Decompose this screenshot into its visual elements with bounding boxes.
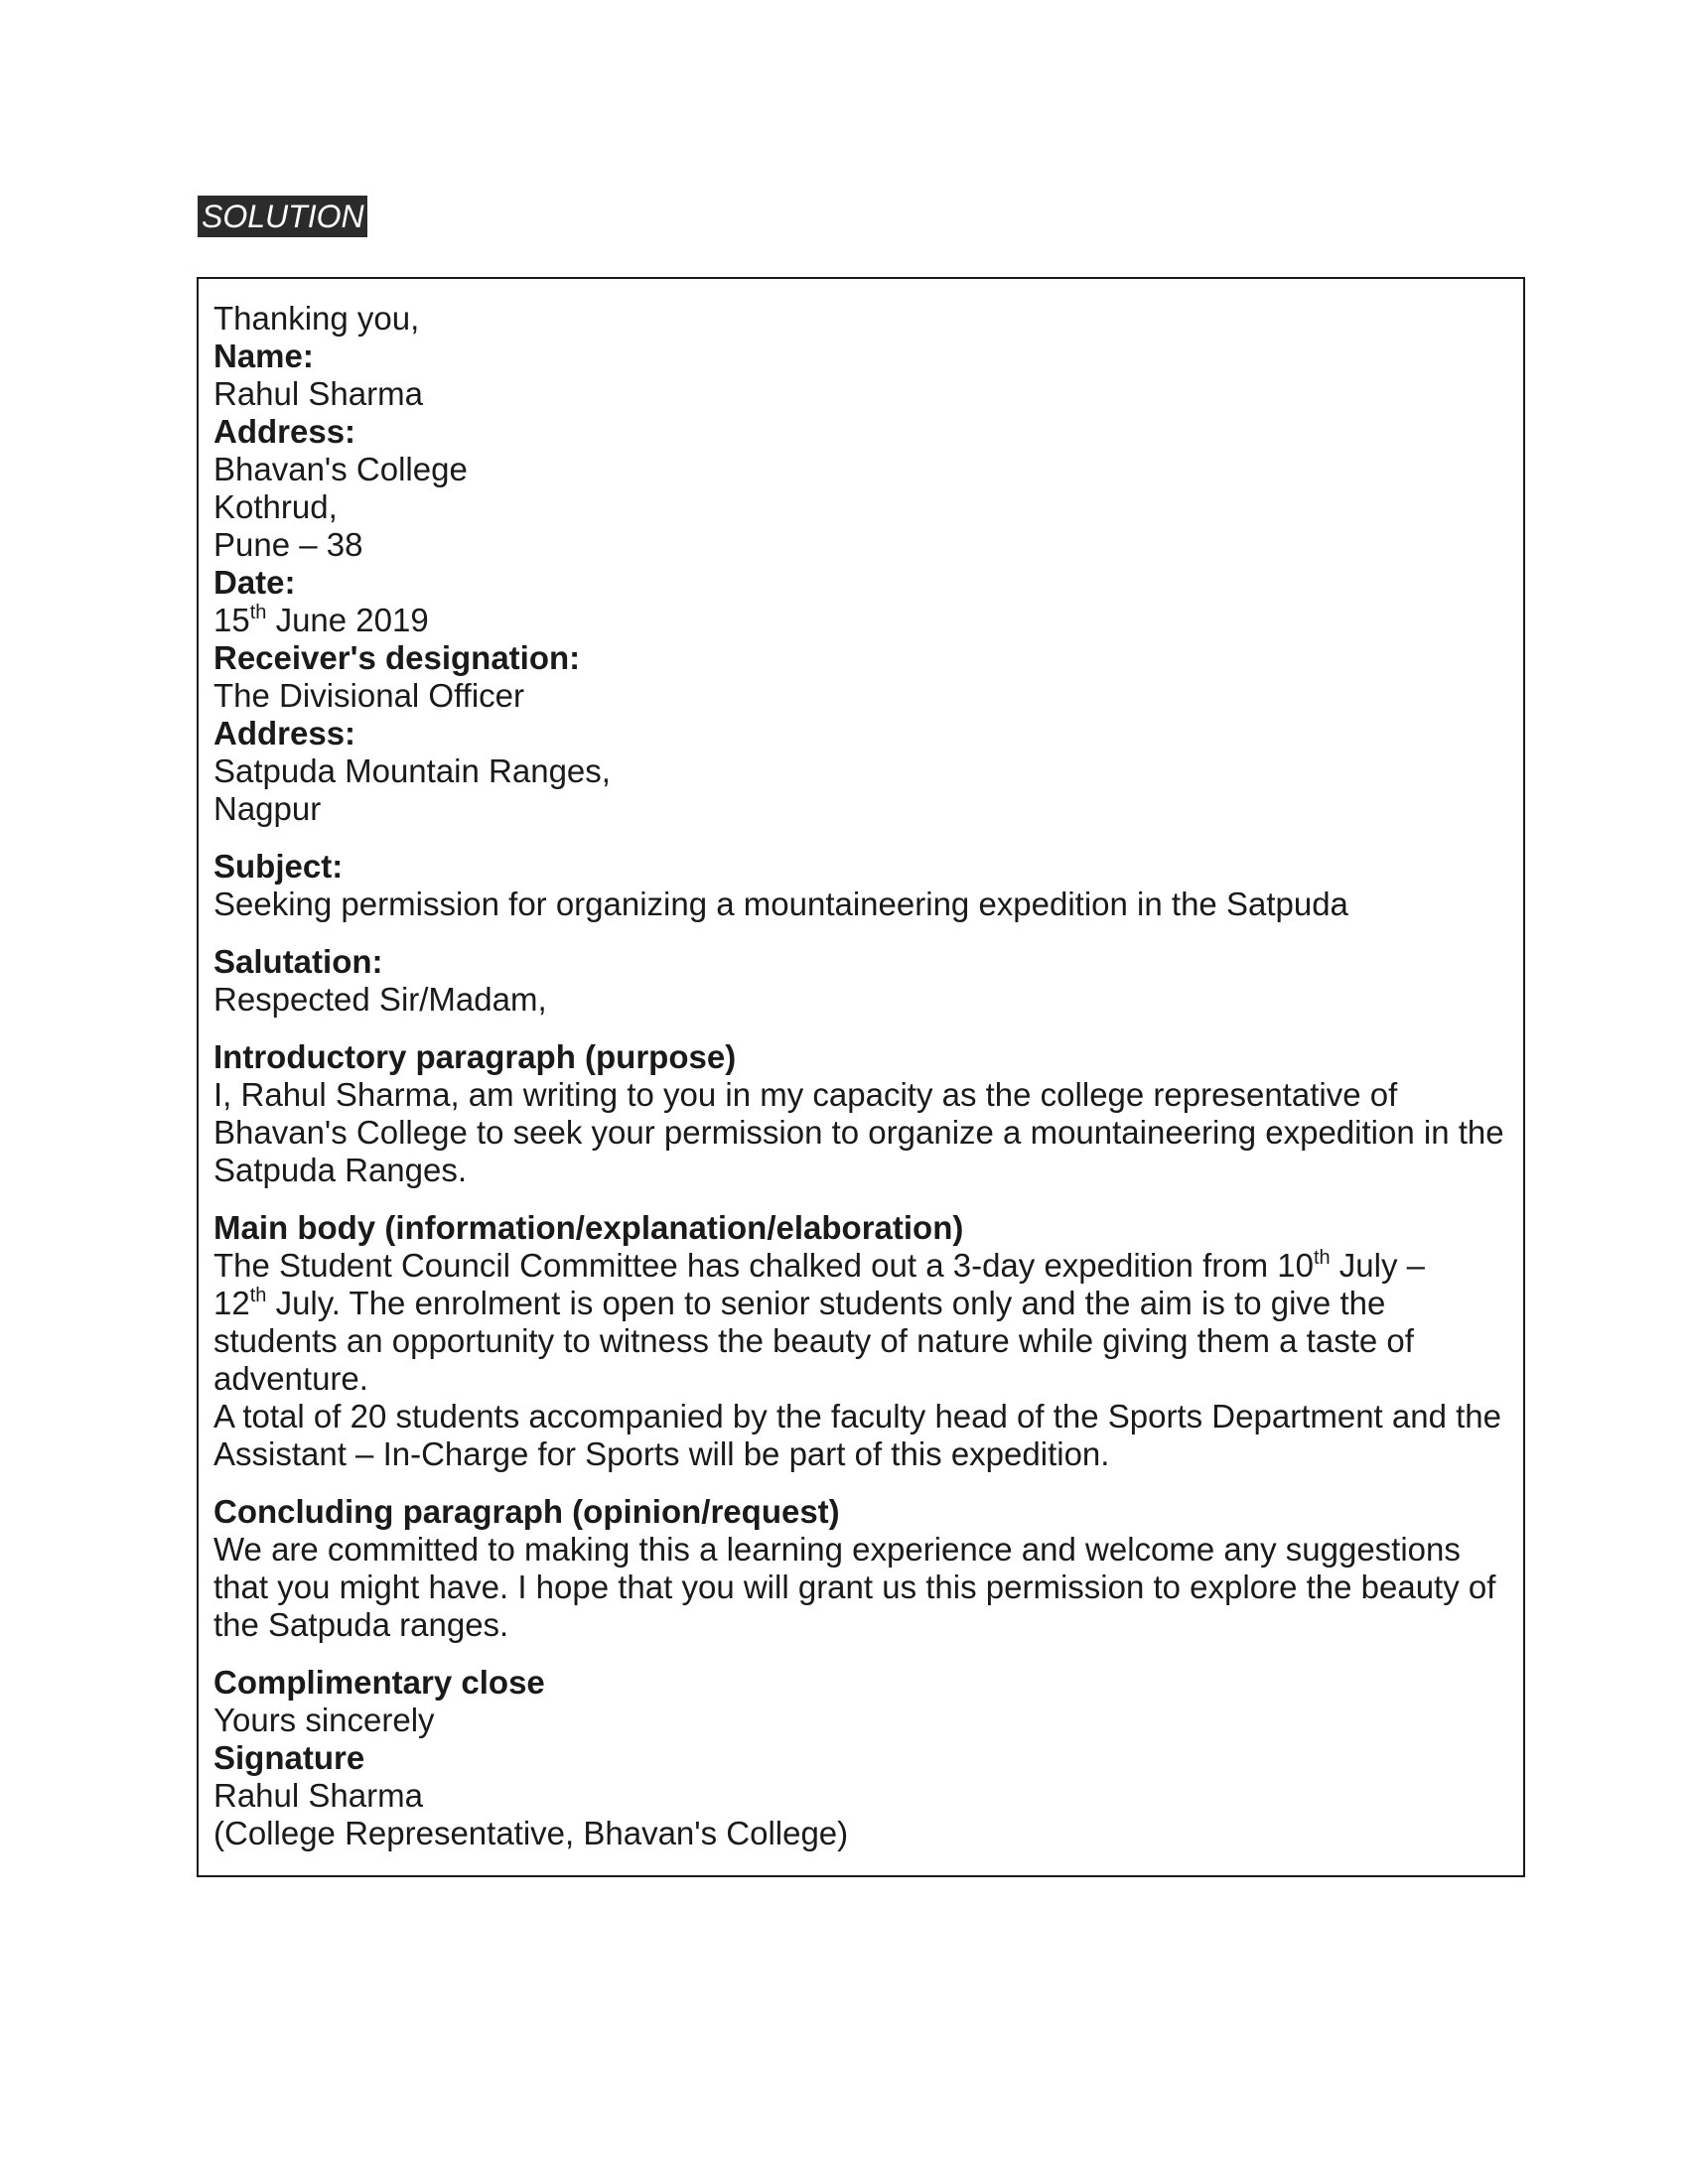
date-label: Date: [213, 564, 296, 601]
date-day: 15 [213, 602, 250, 638]
date-rest: June 2019 [266, 602, 429, 638]
date-value [213, 602, 1523, 639]
main-body-line [213, 1285, 1523, 1322]
intro-label: Introductory paragraph (purpose) [213, 1038, 737, 1075]
date-suffix: th [249, 602, 267, 623]
receiver-designation-value: The Divisional Officer [213, 677, 525, 714]
receiver-address-line: Nagpur [213, 790, 322, 827]
sender-address-line: Pune – 38 [213, 526, 363, 563]
salutation-value: Respected Sir/Madam, [213, 981, 547, 1018]
subject-value: Seeking permission for organizing a mountaineering expedition in the Satpuda [213, 886, 1348, 922]
main-line1-end: July – [1330, 1247, 1426, 1284]
signature-name: Rahul Sharma [213, 1777, 423, 1814]
main-body-label: Main body (information/explanation/elaboration) [213, 1209, 964, 1246]
intro-line: Satpuda Ranges. [213, 1152, 468, 1188]
complimentary-close-label: Complimentary close [213, 1664, 545, 1701]
salutation-label: Salutation: [213, 943, 383, 980]
signature-label: Signature [213, 1739, 365, 1776]
main-body-line: students an opportunity to witness the beauty of nature while giving them a taste of [213, 1322, 1414, 1359]
main-line2-suffix: th [249, 1285, 267, 1306]
receiver-address-line: Satpuda Mountain Ranges, [213, 752, 611, 789]
complimentary-close-value: Yours sincerely [213, 1702, 435, 1738]
concluding-line: that you might have. I hope that you will grant us this permission to explore the beauty of [213, 1569, 1496, 1605]
main-line1-suffix: th [1313, 1247, 1331, 1269]
main-body-line: A total of 20 students accompanied by the faculty head of the Sports Department and the [213, 1398, 1501, 1434]
solution-tag: SOLUTION [198, 196, 367, 237]
intro-line: Bhavan's College to seek your permission to organize a mountaineering expedition in the [213, 1114, 1504, 1151]
main-line1-text: The Student Council Committee has chalked out a 3-day expedition from 10 [213, 1247, 1314, 1284]
receiver-designation-label: Receiver's designation: [213, 639, 581, 676]
concluding-label: Concluding paragraph (opinion/request) [213, 1493, 840, 1530]
sender-address-line: Bhavan's College [213, 451, 468, 487]
signature-role: (College Representative, Bhavan's College) [213, 1815, 849, 1851]
receiver-address-label: Address: [213, 715, 356, 751]
concluding-line: We are committed to making this a learning experience and welcome any suggestions [213, 1531, 1461, 1568]
main-body-line: Assistant – In-Charge for Sports will be part of this expedition. [213, 1435, 1110, 1472]
sender-address-label: Address: [213, 413, 356, 450]
sender-address-line: Kothrud, [213, 488, 338, 525]
main-body-line: adventure. [213, 1360, 368, 1397]
name-value: Rahul Sharma [213, 375, 423, 412]
main-body-line [213, 1247, 1523, 1285]
letter-box [197, 277, 1525, 1877]
main-line2-start: 12 [213, 1285, 250, 1321]
concluding-line: the Satpuda ranges. [213, 1606, 509, 1643]
name-label: Name: [213, 338, 314, 374]
closing-thanks: Thanking you, [213, 300, 420, 337]
subject-label: Subject: [213, 848, 344, 885]
intro-line: I, Rahul Sharma, am writing to you in my capacity as the college representative of [213, 1076, 1398, 1113]
main-line2-text: July. The enrolment is open to senior students only and the aim is to give the [266, 1285, 1386, 1321]
